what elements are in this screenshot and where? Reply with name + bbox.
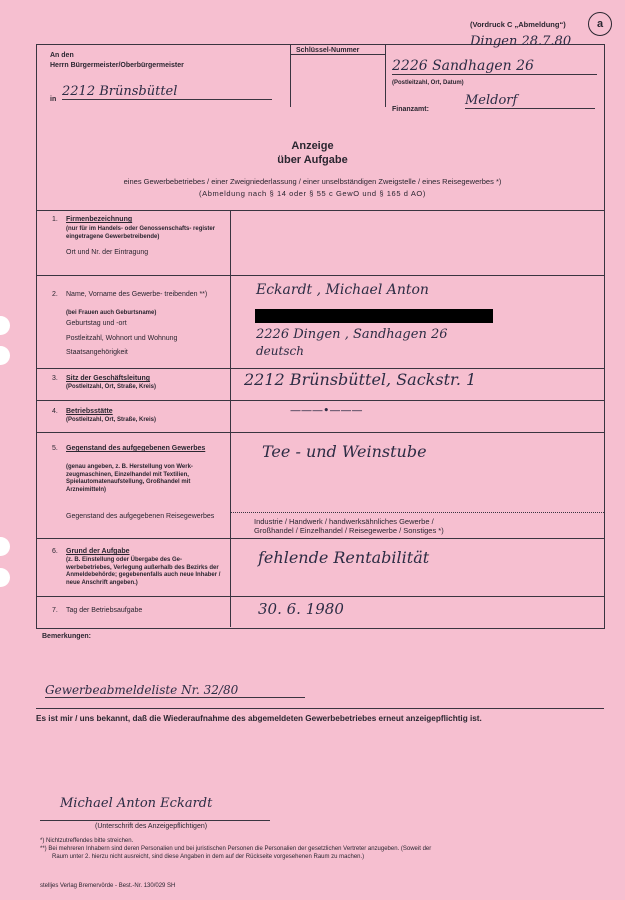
addressee-line1: An den (50, 52, 74, 59)
addressee-in-label: in (50, 96, 57, 103)
company-name-note: (nur für im Handels- oder Genossenschafts- register eingetragene Gewerbetreibende) (66, 226, 216, 240)
divider (385, 44, 386, 107)
business-site-note: (Postleitzahl, Ort, Straße, Kreis) (66, 417, 157, 423)
footnote-3: Raum unter 2. hierzu nicht ausreicht, sind diese Angaben in dem auf der Rückseite vorgesehenen Raum zu machen.) (52, 854, 365, 860)
form-badge: a (588, 12, 612, 36)
postal-address-value: 2226 Sandhagen 26 (392, 58, 597, 75)
registration-label: Ort und Nr. der Eintragung (66, 249, 149, 256)
row-number: 6. (52, 548, 58, 555)
divider (36, 400, 604, 401)
residence-value: 2226 Dingen , Sandhagen 26 (256, 327, 448, 342)
addressee-line2: Herrn Bürgermeister/Oberbürgermeister (50, 62, 184, 69)
divider (36, 210, 604, 211)
owner-name-value: Eckardt , Michael Anton (256, 282, 429, 298)
closure-date-value: 30. 6. 1980 (258, 600, 344, 618)
row-number: 5. (52, 445, 58, 452)
row-number: 3. (52, 375, 58, 382)
business-subject-value: Tee - und Weinstube (262, 442, 427, 461)
footnote-2: **) Bei mehreren Inhabern sind deren Personalien und bei juristischen Personen die Personalien der gesetzlichen Vertreter anzugeben. (Soweit der (40, 846, 432, 852)
place-date-value: Dingen 28.7.80 (470, 34, 572, 49)
divider (36, 538, 604, 539)
business-site-value: ———•——— (290, 404, 363, 417)
reason-label: Grund der Aufgabe (66, 548, 130, 555)
divider (230, 512, 604, 513)
addressee-city-value: 2212 Brünsbüttel (62, 84, 272, 100)
trade-type-options-2: Großhandel / Einzelhandel / Reisegewerbe / Sonstiges *) (254, 526, 444, 535)
form-variant-label: (Vordruck C „Abmeldung“) (470, 20, 566, 29)
company-name-label: Firmenbezeichnung (66, 216, 133, 223)
trade-type-options: Industrie / Handwerk / handwerksähnliches Gewerbe / (254, 517, 434, 526)
nationality-value: deutsch (256, 344, 304, 358)
statement-text: Es ist mir / uns bekannt, daß die Wiederaufnahme des abgemeldeten Gewerbebetriebes erneut anzeigepflichtig ist. (36, 714, 482, 723)
row-number: 7. (52, 607, 58, 614)
tax-office-label: Finanzamt: (392, 106, 429, 113)
business-subject-note: (genau angeben, z. B. Herstellung von Werk- zeugmaschinen, Einzelhandel mit Textilien, Spielautomatenaufstellung, Großhandel mit Arzneimitteln) (66, 464, 193, 493)
reason-value: fehlende Rentabilität (258, 548, 430, 567)
row-number: 1. (52, 216, 58, 223)
tax-office-value: Meldorf (465, 93, 595, 109)
key-number-label: Schlüssel-Nummer (296, 47, 360, 54)
maiden-name-note: (bei Frauen auch Geburtsname) (66, 310, 157, 316)
postal-address-label: (Postleitzahl, Ort, Datum) (392, 80, 464, 86)
divider (36, 708, 604, 709)
travel-trade-label: Gegenstand des aufgegebenen Reisegewerbes (66, 513, 215, 520)
divider (36, 432, 604, 433)
divider (36, 275, 604, 276)
nationality-label: Staatsangehörigkeit (66, 349, 128, 356)
signature-line (40, 820, 270, 821)
form-legal-basis: (Abmeldung nach § 14 oder § 55 c GewO und § 165 d AO) (199, 189, 426, 198)
remarks-label: Bemerkungen: (42, 633, 92, 640)
management-seat-note: (Postleitzahl, Ort, Straße, Kreis) (66, 384, 157, 390)
management-seat-label: Sitz der Geschäftsleitung (66, 375, 151, 382)
row-number: 2. (52, 291, 58, 298)
closure-date-label: Tag der Betriebsaufgabe (66, 607, 143, 614)
residence-label: Postleitzahl, Wohnort und Wohnung (66, 335, 178, 342)
divider (36, 596, 604, 597)
footnote-1: *) Nichtzutreffendes bitte streichen. (40, 838, 134, 844)
punch-hole (0, 316, 10, 335)
signature-label: (Unterschrift des Anzeigepflichtigen) (95, 823, 208, 830)
remarks-value: Gewerbeabmeldeliste Nr. 32/80 (45, 683, 305, 698)
signature-value: Michael Anton Eckardt (60, 796, 213, 811)
punch-hole (0, 346, 10, 365)
row-number: 4. (52, 408, 58, 415)
management-seat-value: 2212 Brünsbüttel, Sackstr. 1 (244, 370, 477, 389)
birth-label: Geburtstag und -ort (66, 320, 127, 327)
form-title: Anzeige (291, 140, 334, 152)
form-title-line2: über Aufgabe (277, 154, 348, 166)
redacted-birth-data (255, 309, 493, 323)
form-subtitle: eines Gewerbebetriebes / einer Zweigniederlassung / einer unselbständigen Zweigstelle / eines Reisegewerbes *) (123, 177, 502, 186)
divider (230, 210, 231, 627)
divider (36, 368, 604, 369)
publisher-line: stelljes Verlag Bremervörde - Best.-Nr. 130/029 SH (40, 883, 176, 889)
business-site-label: Betriebsstätte (66, 408, 113, 415)
owner-name-label: Name, Vorname des Gewerbe- treibenden **) (66, 291, 208, 298)
punch-hole (0, 568, 10, 587)
reason-note: (z. B. Einstellung oder Übergabe des Ge- werbebetriebes, Verlegung außerhalb des Bezirks der Anmeldebehörde; gegebenenfalls auch neue Inhaber / neue Anschrift angeben.) (66, 557, 221, 586)
punch-hole (0, 537, 10, 556)
business-subject-label: Gegenstand des aufgegebenen Gewerbes (66, 445, 206, 452)
